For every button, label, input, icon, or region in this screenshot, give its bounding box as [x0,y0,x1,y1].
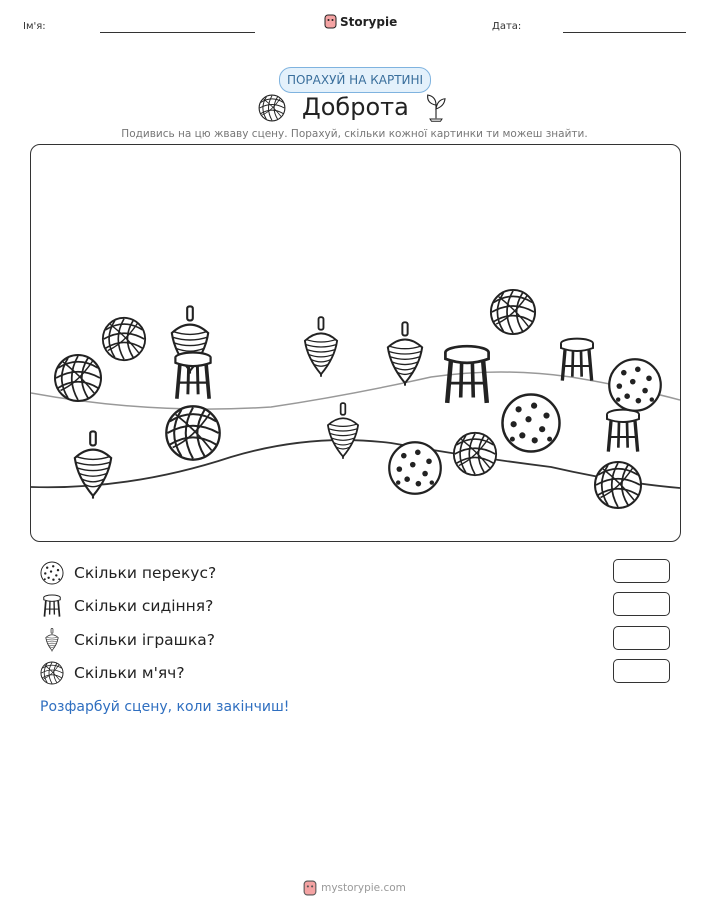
brand-logo [324,14,397,29]
yarn-ball-icon [595,462,641,508]
yarn-ball-icon [55,355,101,401]
answer-box[interactable] [613,559,670,583]
answer-box[interactable] [613,659,670,683]
counting-scene [30,144,681,542]
yarn-ball-icon [491,290,535,334]
question-text: Скільки іграшка? [74,631,215,649]
question-text: Скільки перекус? [74,564,217,582]
yarn-ball-icon [258,94,286,122]
cookie-icon [40,561,64,585]
footer-url[interactable]: mystorypie.com [321,882,406,894]
question-row [40,560,216,586]
yarn-ball-icon [166,406,219,459]
stool-icon [445,346,488,403]
page-title: Доброта [302,93,409,121]
name-label: Ім'я: [23,21,46,32]
answer-box[interactable] [613,626,670,650]
spool-top-icon [328,403,358,459]
cookie-icon [502,394,559,451]
spool-top-icon [40,628,64,652]
cookie-icon [609,359,661,411]
cookie-icon [389,442,441,494]
question-row [40,660,185,686]
spool-top-icon [388,322,422,385]
instructions: Подивись на цю жваву сцену. Порахуй, скільки кожної картинки ти можеш знайти. [121,128,588,140]
spool-top-icon [75,431,111,498]
question-text: Скільки м'яч? [74,664,185,682]
yarn-ball-icon [40,661,64,685]
scene-illustration [31,145,680,541]
storypie-logo-icon [303,880,317,896]
stool-icon [561,339,593,381]
question-row [40,593,213,619]
yarn-ball-icon [454,433,496,475]
date-label: Дата: [492,21,522,32]
spool-top-icon [305,317,337,377]
stool-icon [607,410,639,452]
activity-badge: ПОРАХУЙ НА КАРТИНІ [279,67,431,93]
name-field[interactable] [100,32,255,33]
question-row [40,627,215,653]
stool-icon [40,594,64,618]
sprout-icon [424,92,448,122]
storypie-logo-icon [324,14,337,29]
date-field[interactable] [563,32,686,33]
yarn-ball-icon [103,318,145,360]
answer-box[interactable] [613,592,670,616]
stool-icon [175,353,210,399]
footer [0,880,709,896]
coloring-note: Розфарбуй сцену, коли закінчиш! [40,699,290,715]
brand-name: Storypie [340,14,398,29]
question-text: Скільки сидіння? [74,597,214,615]
